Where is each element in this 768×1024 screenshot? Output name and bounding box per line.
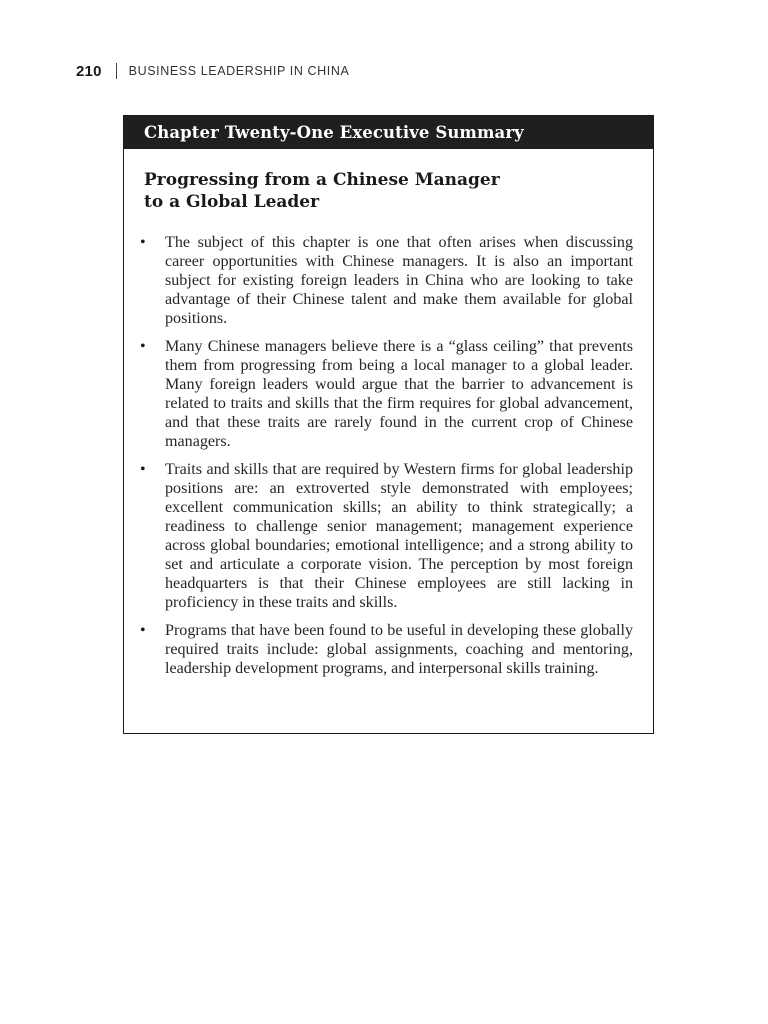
summary-bullet-item [124, 233, 653, 328]
summary-box-subtitle: Progressing from a Chinese Manager to a Global Leader [144, 170, 500, 212]
summary-box-title: Chapter Twenty-One Executive Summary [144, 123, 524, 142]
page-number: 210 [76, 62, 102, 80]
summary-bullet-text: Programs that have been found to be useful in developing these globally required traits include: global assignments, coaching and mentoring, leadership development programs, and interpersonal skills training. [165, 622, 633, 677]
summary-bullet-text: Traits and skills that are required by Western firms for global leadership positions are: an extroverted style demonstrated with employees; excellent communication skills; an ability to think strategically; a readiness to challenge senior management; management experience across global boundaries; emotional intelligence; and a strong ability to set and articulate a corporate vision. The perception by most foreign headquarters is that their Chinese employees are still lacking in proficiency in these traits and skills. [165, 461, 633, 611]
bullet-icon: • [140, 461, 146, 478]
summary-bullet-item [124, 337, 653, 451]
bullet-icon: • [140, 338, 146, 355]
bullet-icon: • [140, 622, 146, 639]
running-head-divider [116, 63, 117, 79]
summary-bullet-text: Many Chinese managers believe there is a “glass ceiling” that prevents them from progressing from being a local manager to a global leader. Many foreign leaders would argue that the barrier to advancement is related to traits and skills that the firm requires for global advancement, and that these traits are rarely found in the current crop of Chinese managers. [165, 338, 633, 450]
summary-bullet-item [124, 621, 653, 678]
bullet-icon: • [140, 234, 146, 251]
running-head [76, 62, 349, 80]
summary-box-header [124, 116, 653, 149]
summary-bullet-list [124, 233, 653, 678]
executive-summary-box [123, 115, 654, 734]
running-head-title: BUSINESS LEADERSHIP IN CHINA [128, 64, 350, 78]
summary-bullet-item [124, 460, 653, 612]
summary-bullet-text: The subject of this chapter is one that often arises when discussing career opportunities with Chinese managers. It is also an important subject for existing foreign leaders in China who are looking to take advantage of their Chinese talent and make them available for global positions. [165, 234, 633, 327]
